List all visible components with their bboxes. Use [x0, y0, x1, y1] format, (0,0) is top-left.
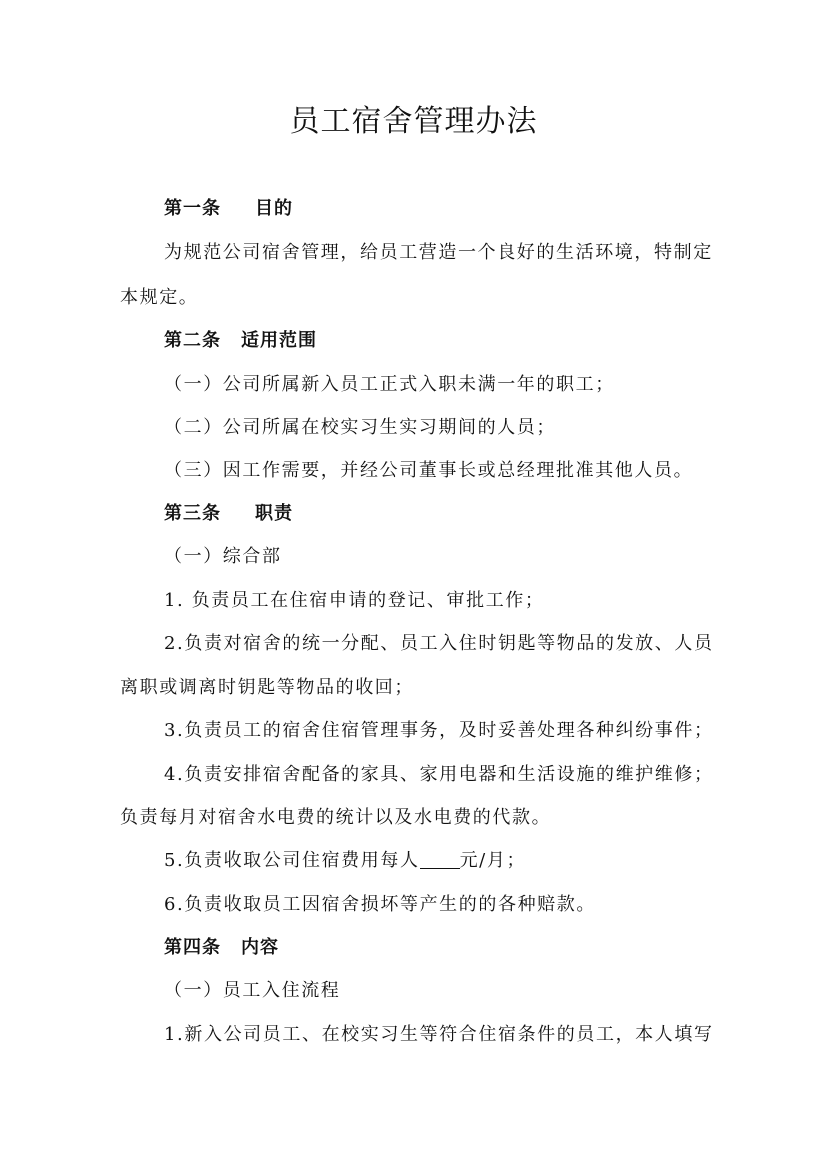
article-3-duty-2-cont: 离职或调离时钥匙等物品的收回；	[120, 677, 414, 698]
article-2-name: 适用范围	[241, 330, 317, 351]
article-3-duty-5	[164, 848, 764, 874]
article-3-duty-2: 2.负责对宿舍的统一分配、员工入住时钥匙等物品的发放、人员	[164, 633, 714, 654]
article-3-number: 第三条	[164, 503, 221, 524]
article-1-number: 第一条	[164, 198, 221, 219]
article-3-duty-4-cont: 负责每月对宿舍水电费的统计以及水电费的代款。	[120, 807, 552, 828]
article-2-item-2: （二）公司所属在校实习生实习期间的人员；	[164, 417, 556, 438]
article-4-heading	[164, 935, 764, 961]
article-4-number: 第四条	[164, 937, 221, 958]
article-3-heading	[164, 501, 764, 527]
article-1-paragraph: 为规范公司宿舍管理，给员工营造一个良好的生活环境，特制定	[164, 242, 713, 263]
article-2-number: 第二条	[164, 330, 221, 351]
article-4-paragraph-1: 1.新入公司员工、在校实习生等符合住宿条件的员工，本人填写	[164, 1024, 714, 1045]
article-2-item-1: （一）公司所属新入员工正式入职未满一年的职工；	[164, 374, 615, 395]
article-1-heading	[164, 196, 764, 222]
article-3-duty-3: 3.负责员工的宿舍住宿管理事务，及时妥善处理各种纠纷事件；	[164, 720, 714, 741]
article-3-duty-5-unit: 元/月；	[459, 850, 527, 871]
fee-blank-line	[420, 850, 460, 869]
article-2-heading	[164, 328, 764, 354]
article-3-duty-5-text: 5.负责收取公司住宿费用每人	[164, 850, 420, 871]
article-3-duty-1: 1. 负责员工在住宿申请的登记、审批工作；	[164, 590, 545, 611]
article-2-item-3: （三）因工作需要，并经公司董事长或总经理批准其他人员。	[164, 460, 694, 481]
article-3-duty-6: 6.负责收取员工因宿舍损坏等产生的的各种赔款。	[164, 894, 596, 915]
article-1-name: 目的	[255, 198, 293, 219]
document-title: 员工宿舍管理办法	[289, 104, 538, 139]
article-3-duty-4: 4.负责安排宿舍配备的家具、家用电器和生活设施的维护维修；	[164, 764, 714, 785]
article-1-paragraph-cont: 本规定。	[120, 287, 199, 308]
article-3-subsection-1: （一）综合部	[164, 546, 282, 567]
article-4-name: 内容	[241, 937, 279, 958]
article-3-name: 职责	[255, 503, 293, 524]
article-4-subsection-1: （一）员工入住流程	[164, 980, 341, 1001]
